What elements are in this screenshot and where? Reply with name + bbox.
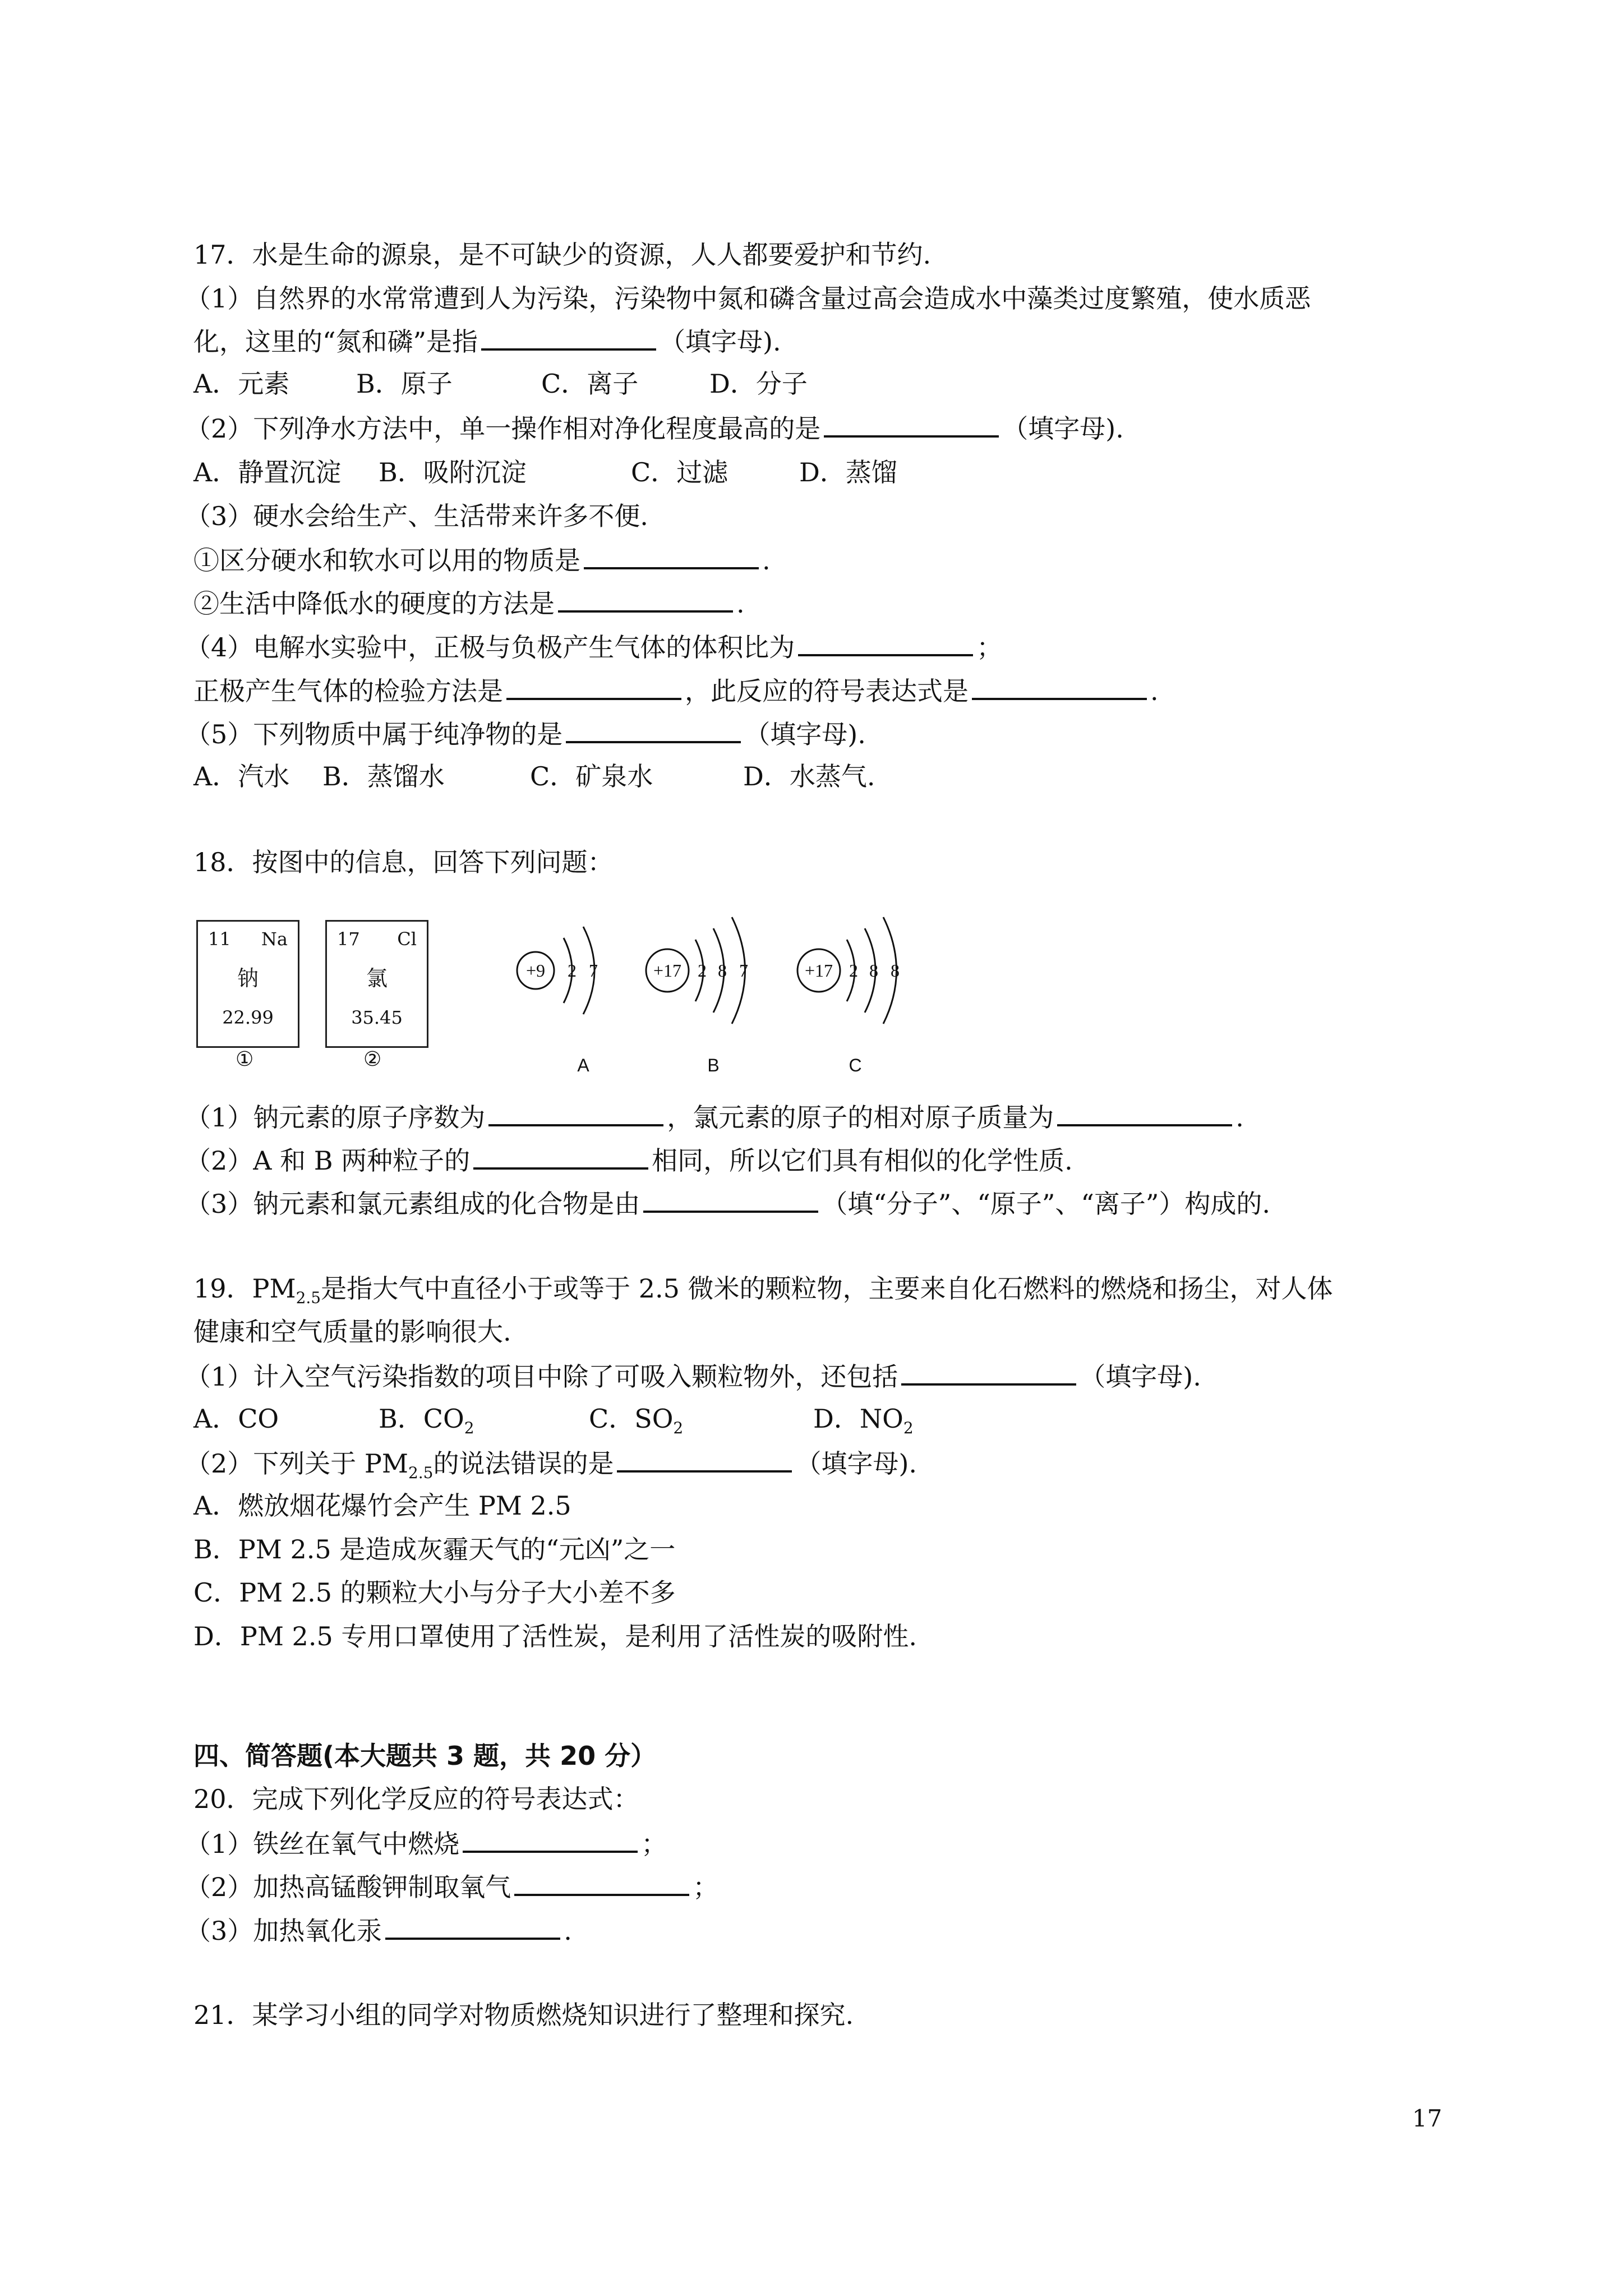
shell-electrons: 2 <box>698 960 707 981</box>
q17-part5: （5）下列物质中属于纯净物的是 （填字母). <box>185 715 866 752</box>
option: D．水蒸气. <box>743 761 875 792</box>
answer-blank[interactable] <box>566 715 741 743</box>
nucleus-charge: +17 <box>804 960 833 981</box>
answer-blank[interactable] <box>506 672 681 700</box>
option: C．矿泉水 <box>530 761 653 792</box>
element-card-sodium <box>196 920 299 1048</box>
atomic-mass: 22.99 <box>222 1007 274 1028</box>
option: C．离子 <box>541 369 639 399</box>
option: B．吸附沉淀 <box>379 457 527 487</box>
q19-option-b: B．PM 2.5 是造成灰霾天气的“元凶”之一 <box>193 1534 676 1565</box>
option: C．$SO_2$ <box>589 1404 684 1437</box>
answer-blank[interactable] <box>617 1444 792 1473</box>
section-title: 四、简答题(本大题共 3 题，共 20 分） <box>193 1741 657 1771</box>
shell-electrons: 7 <box>589 960 598 981</box>
option: D．分子 <box>709 369 808 399</box>
element-symbol: Cl <box>397 928 417 950</box>
element-name: 钠 <box>237 966 259 991</box>
q18-part3: （3）钠元素和氯元素组成的化合物是由 （填“分子”、“原子”、“离子”）构成的. <box>185 1185 1270 1222</box>
nucleus-charge: +17 <box>653 960 682 981</box>
shell-electrons: 8 <box>718 960 727 981</box>
q17-part4b: 正极产生气体的检验方法是 ，此反应的符号表达式是 . <box>193 672 1159 709</box>
shell-electrons: 8 <box>891 960 900 981</box>
q20-stem: 20．完成下列化学反应的符号表达式： <box>193 1784 639 1814</box>
nucleus-charge: +9 <box>525 960 546 981</box>
answer-blank[interactable] <box>824 409 999 438</box>
q17-part2-options <box>193 454 897 490</box>
answer-blank[interactable] <box>514 1868 689 1896</box>
option: B．$CO_2$ <box>379 1404 474 1437</box>
q20-part3: （3）加热氧化汞 . <box>185 1912 572 1949</box>
answer-blank[interactable] <box>584 541 759 569</box>
q17-part1-line1: （1）自然界的水常常遭到人为污染，污染物中氮和磷含量过高会造成水中藻类过度繁殖，使水质恶 <box>185 283 1311 314</box>
option: D．$NO_2$ <box>813 1404 914 1437</box>
q19-stem-line1: 19．$PM_{2.5}$是指大气中直径小于或等于 2.5 微米的颗粒物，主要来自化石燃料的燃烧和扬尘，对人体 <box>193 1273 1333 1307</box>
answer-blank[interactable] <box>643 1185 818 1213</box>
answer-blank[interactable] <box>798 628 973 656</box>
q20-part2: （2）加热高锰酸钾制取氧气 ； <box>185 1868 718 1905</box>
q17-part1-options <box>193 366 808 402</box>
atom-diagram-b <box>646 917 748 1075</box>
q17-part4a: （4）电解水实验中，正极与负极产生气体的体积比为 ； <box>185 628 1002 665</box>
q18-part1: （1）钠元素的原子序数为 ，氯元素的原子的相对原子质量为 . <box>185 1098 1244 1135</box>
option: C．过滤 <box>631 457 728 487</box>
answer-blank[interactable] <box>558 585 733 613</box>
atomic-number: 17 <box>337 928 360 950</box>
card-label: ② <box>363 1048 382 1071</box>
q18-part2: （2）A 和 B 两种粒子的 相同，所以它们具有相似的化学性质. <box>185 1142 1073 1179</box>
answer-blank[interactable] <box>901 1358 1076 1386</box>
answer-blank[interactable] <box>463 1825 638 1853</box>
atomic-mass: 35.45 <box>351 1007 403 1028</box>
option: A．CO <box>193 1404 279 1434</box>
atom-diagram-c <box>797 917 900 1075</box>
q17-part3a: ①区分硬水和软水可以用的物质是 . <box>193 541 771 578</box>
q17-part2: （2）下列净水方法中，单一操作相对净化程度最高的是 （填字母). <box>185 409 1124 447</box>
answer-blank[interactable] <box>481 323 656 351</box>
option: A．元素 <box>193 369 290 399</box>
shell-electrons: 8 <box>869 960 878 981</box>
answer-blank[interactable] <box>473 1142 648 1170</box>
shell-electrons: 7 <box>739 960 748 981</box>
card-label: ① <box>236 1048 254 1071</box>
atomic-number: 11 <box>208 928 231 950</box>
answer-blank[interactable] <box>488 1098 663 1126</box>
option: D．蒸馏 <box>799 457 897 487</box>
answer-blank[interactable] <box>972 672 1147 700</box>
q17-part5-options <box>193 758 875 794</box>
atom-label: A <box>577 1055 589 1075</box>
shell-electrons: 2 <box>568 960 577 981</box>
option: B．原子 <box>356 369 453 399</box>
atom-label: C <box>849 1055 862 1075</box>
element-name: 氯 <box>366 966 388 991</box>
q19-part1-options <box>193 1401 914 1446</box>
q17-part3b: ②生活中降低水的硬度的方法是 . <box>193 585 745 622</box>
q19-part2: （2）下列关于 $PM_{2.5}$的说法错误的是 （填字母). <box>185 1444 917 1491</box>
atom-structure-diagrams <box>494 898 998 1077</box>
option: B．蒸馏水 <box>322 761 445 792</box>
q19-option-a: A．燃放烟花爆竹会产生 PM 2.5 <box>193 1490 571 1521</box>
answer-blank[interactable] <box>385 1912 560 1940</box>
q19-part1: （1）计入空气污染指数的项目中除了可吸入颗粒物外，还包括 （填字母). <box>185 1358 1201 1395</box>
element-symbol: Na <box>261 928 288 950</box>
q17-part1-line2: 化，这里的“氮和磷”是指 （填字母). <box>193 323 781 360</box>
q18-stem: 18．按图中的信息，回答下列问题： <box>193 847 614 877</box>
q19-option-d: D．PM 2.5 专用口罩使用了活性炭，是利用了活性炭的吸附性. <box>193 1621 917 1651</box>
atom-label: B <box>707 1055 720 1075</box>
option: A．汽水 <box>193 761 290 792</box>
option: A．静置沉淀 <box>193 457 342 487</box>
answer-blank[interactable] <box>1057 1098 1232 1126</box>
element-card-chlorine <box>325 920 428 1048</box>
q20-part1: （1）铁丝在氧气中燃烧 ； <box>185 1825 667 1862</box>
shell-electrons: 2 <box>849 960 858 981</box>
q19-stem-line2: 健康和空气质量的影响很大. <box>193 1317 511 1347</box>
atom-diagram-a <box>517 927 598 1075</box>
q17-stem: 17．水是生命的源泉，是不可缺少的资源，人人都要爱护和节约. <box>193 240 932 270</box>
q21-stem: 21．某学习小组的同学对物质燃烧知识进行了整理和探究. <box>193 2000 854 2030</box>
q17-part3: （3）硬水会给生产、生活带来许多不便. <box>185 501 648 531</box>
page-number: 17 <box>1412 2105 1442 2132</box>
q19-option-c: C．PM 2.5 的颗粒大小与分子大小差不多 <box>193 1577 676 1608</box>
